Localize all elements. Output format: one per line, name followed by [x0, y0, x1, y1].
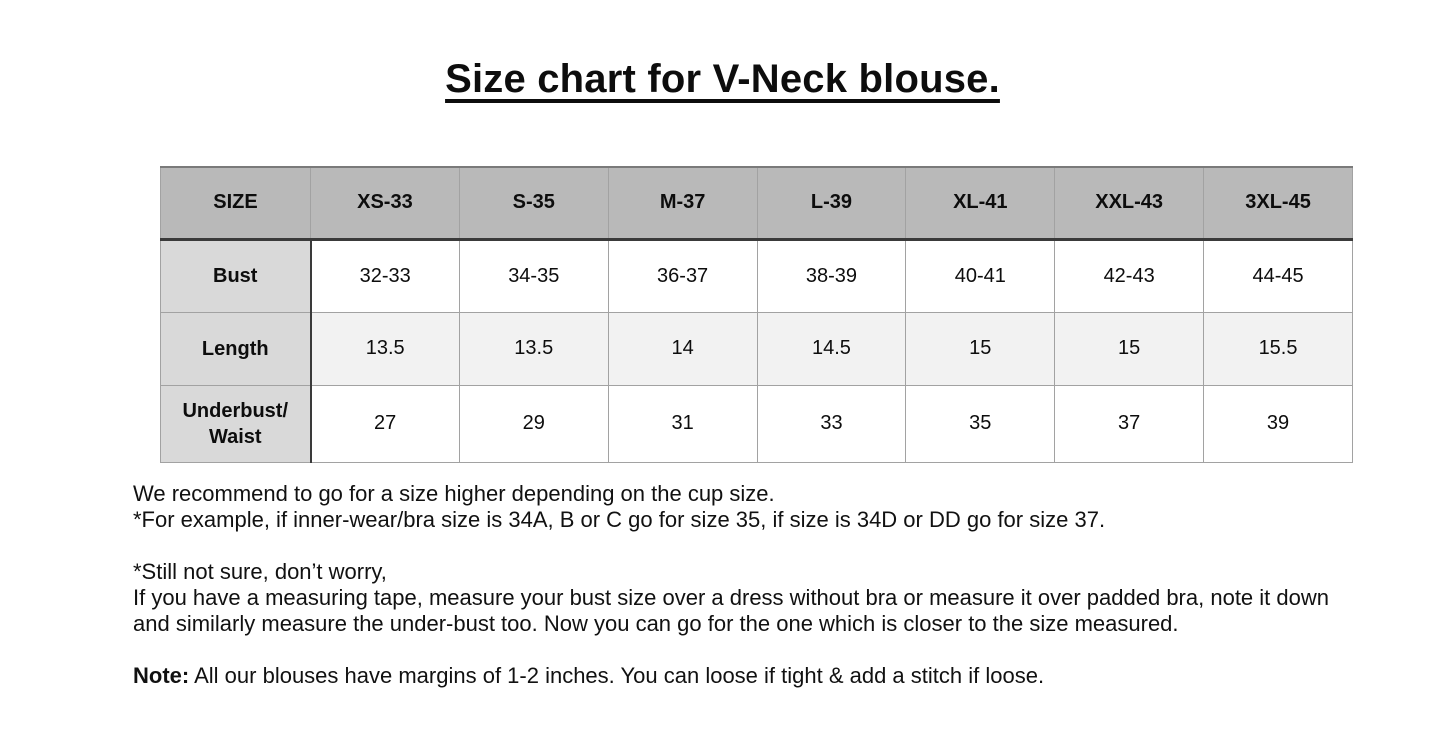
cell-length-m: 14 — [608, 312, 757, 385]
table-row-bust — [161, 239, 1353, 312]
cell-length-s: 13.5 — [459, 312, 608, 385]
cell-bust-xxl: 42-43 — [1055, 239, 1204, 312]
cell-length-xxl: 15 — [1055, 312, 1204, 385]
size-chart-table — [160, 166, 1353, 463]
column-header-m-37: M-37 — [608, 167, 757, 239]
page-title-text: Size chart for V-Neck blouse. — [445, 57, 1000, 101]
cell-underbust-xl: 35 — [906, 385, 1055, 462]
recommendation-line2: *For example, if inner-wear/bra size is 34A, B or C go for size 35, if size is 34D or DD go for size 37. — [133, 507, 1106, 532]
column-header-xs-33: XS-33 — [311, 167, 460, 239]
table-row-length — [161, 312, 1353, 385]
page-title — [0, 57, 1445, 102]
table-row-underbust-waist — [161, 385, 1353, 462]
row-label-length: Length — [161, 312, 311, 385]
cell-underbust-3xl: 39 — [1204, 385, 1353, 462]
cell-length-xl: 15 — [906, 312, 1055, 385]
cell-length-xs: 13.5 — [311, 312, 460, 385]
measuring-help-line2: If you have a measuring tape, measure your bust size over a dress without bra or measure it over padded bra, note it down and similarly measure the under-bust too. Now you can go for the one which is closer to the size measured. — [133, 585, 1329, 636]
note-label: Note: — [133, 663, 190, 688]
row-label-underbust-waist: Underbust/ Waist — [161, 385, 311, 462]
sizing-notes — [133, 481, 1348, 689]
recommendation-paragraph — [133, 481, 1348, 533]
column-header-xxl-43: XXL-43 — [1055, 167, 1204, 239]
cell-length-3xl: 15.5 — [1204, 312, 1353, 385]
cell-underbust-m: 31 — [608, 385, 757, 462]
size-chart-header-row — [161, 167, 1353, 239]
cell-bust-m: 36-37 — [608, 239, 757, 312]
cell-bust-3xl: 44-45 — [1204, 239, 1353, 312]
cell-length-l: 14.5 — [757, 312, 906, 385]
row-label-bust: Bust — [161, 239, 311, 312]
measuring-help-line1: *Still not sure, don’t worry, — [133, 559, 387, 584]
column-header-xl-41: XL-41 — [906, 167, 1055, 239]
cell-underbust-xxl: 37 — [1055, 385, 1204, 462]
cell-bust-l: 38-39 — [757, 239, 906, 312]
measuring-help-paragraph — [133, 559, 1348, 637]
cell-underbust-xs: 27 — [311, 385, 460, 462]
column-header-s-35: S-35 — [459, 167, 608, 239]
cell-underbust-s: 29 — [459, 385, 608, 462]
column-header-l-39: L-39 — [757, 167, 906, 239]
recommendation-line1: We recommend to go for a size higher depending on the cup size. — [133, 481, 775, 506]
cell-bust-xs: 32-33 — [311, 239, 460, 312]
column-header-size: SIZE — [161, 167, 311, 239]
margin-note-paragraph — [133, 663, 1348, 689]
column-header-3xl-45: 3XL-45 — [1204, 167, 1353, 239]
note-text: All our blouses have margins of 1-2 inches. You can loose if tight & add a stitch if loose. — [189, 663, 1045, 688]
cell-bust-xl: 40-41 — [906, 239, 1055, 312]
cell-bust-s: 34-35 — [459, 239, 608, 312]
cell-underbust-l: 33 — [757, 385, 906, 462]
